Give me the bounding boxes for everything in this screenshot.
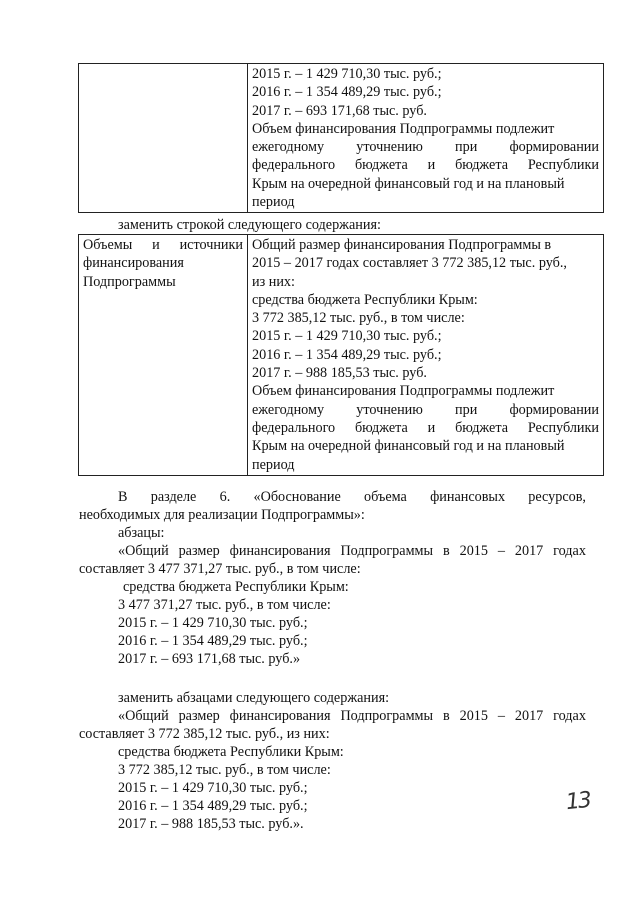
new-paragraph-line-1: [118, 707, 586, 725]
old-financing-table: [78, 63, 604, 213]
word: 2015: [459, 543, 488, 559]
section-heading-line-1: [118, 488, 586, 506]
word: «Обоснование: [253, 489, 341, 505]
old-table-line: федерального бюджета и бюджета Республики: [252, 157, 599, 174]
word: 2015: [459, 708, 488, 724]
old-paragraph-line: 2015 г. – 1 429 710,30 тыс. руб.;: [118, 615, 308, 631]
new-table-content-cell: [248, 235, 604, 476]
new-table-line: 2015 г. – 1 429 710,30 тыс. руб.;: [252, 328, 442, 345]
new-table-line: 3 772 385,12 тыс. руб., в том числе:: [252, 310, 465, 327]
old-table-line: 2015 г. – 1 429 710,30 тыс. руб.;: [252, 66, 442, 82]
new-table-line: 2015 – 2017 годах составляет 3 772 385,12 тыс. руб.,: [252, 255, 567, 272]
old-paragraph-line-2: составляет 3 477 371,27 тыс. руб., в том числе:: [79, 561, 361, 577]
old-paragraph-line: средства бюджета Республики Крым:: [123, 579, 349, 595]
paragraphs-label: абзацы:: [118, 525, 165, 541]
old-table-line: период: [252, 194, 295, 211]
old-table-content-cell: [248, 64, 604, 213]
new-paragraph-line: 2015 г. – 1 429 710,30 тыс. руб.;: [118, 780, 308, 796]
old-paragraph-line: 2017 г. – 693 171,68 тыс. руб.»: [118, 651, 301, 667]
new-financing-table: [78, 234, 604, 476]
word: 2017: [514, 543, 544, 559]
word: 6.: [219, 489, 231, 505]
old-paragraph-line: 2016 г. – 1 354 489,29 тыс. руб.;: [118, 633, 308, 649]
table-label-line: Подпрограммы: [83, 273, 176, 290]
new-table-line: период: [252, 456, 295, 473]
new-table-line: 2017 г. – 988 185,53 тыс. руб.: [252, 365, 427, 382]
word: «Общий: [118, 543, 169, 559]
word: –: [497, 708, 505, 724]
word: –: [497, 543, 505, 559]
old-table-line: ежегодному уточнению при формировании: [252, 139, 599, 156]
word: годах: [553, 708, 586, 724]
old-table-line: 2016 г. – 1 354 489,29 тыс. руб.;: [252, 84, 442, 101]
old-table-line: Объем финансирования Подпрограммы подлежит: [252, 120, 555, 137]
new-table-line: средства бюджета Республики Крым:: [252, 291, 478, 308]
old-paragraph-line: 3 477 371,27 тыс. руб., в том числе:: [118, 597, 331, 613]
old-table-line: 2017 г. – 693 171,68 тыс. руб.: [252, 102, 427, 119]
old-table-label-cell: [79, 64, 248, 213]
word: «Общий: [118, 708, 169, 724]
new-table-line: Крым на очередной финансовый год и на плановый: [252, 438, 565, 455]
table-label-line: Объемы и источники: [83, 237, 243, 253]
new-paragraph-line-2: составляет 3 772 385,12 тыс. руб., из них:: [79, 726, 330, 742]
word: размер: [178, 543, 220, 559]
new-table-line: ежегодному уточнению при формировании: [252, 401, 599, 418]
word: в: [442, 708, 450, 724]
old-paragraph-line-1: [118, 542, 586, 560]
section-heading-line-2: необходимых для реализации Подпрограммы»:: [79, 507, 365, 523]
word: Подпрограммы: [340, 708, 434, 724]
word: финансовых: [430, 489, 506, 505]
handwritten-page-number: 13: [564, 787, 592, 816]
word: финансирования: [229, 543, 331, 559]
new-paragraph-line: 3 772 385,12 тыс. руб., в том числе:: [118, 762, 331, 778]
new-table-line: из них:: [252, 273, 295, 290]
new-paragraph-line: 2017 г. – 988 185,53 тыс. руб.».: [118, 816, 304, 832]
word: В: [118, 489, 128, 505]
word: финансирования: [229, 708, 331, 724]
replace-paragraphs-intro: заменить абзацами следующего содержания:: [118, 690, 390, 706]
new-paragraph-line: средства бюджета Республики Крым:: [118, 744, 344, 760]
word: 2017: [514, 708, 544, 724]
table-label-line: финансирования: [83, 255, 184, 272]
word: ресурсов,: [528, 489, 586, 505]
new-table-label-cell: [79, 235, 248, 476]
new-paragraph-line: 2016 г. – 1 354 489,29 тыс. руб.;: [118, 798, 308, 814]
word: в: [442, 543, 450, 559]
word: размер: [178, 708, 220, 724]
replace-row-intro: заменить строкой следующего содержания:: [118, 217, 381, 233]
word: разделе: [150, 489, 197, 505]
word: годах: [553, 543, 586, 559]
new-table-line: Объем финансирования Подпрограммы подлежит: [252, 383, 555, 400]
word: Подпрограммы: [340, 543, 434, 559]
new-table-line: Общий размер финансирования Подпрограммы в: [252, 237, 552, 253]
new-table-line: федерального бюджета и бюджета Республики: [252, 419, 599, 436]
old-table-line: Крым на очередной финансовый год и на плановый: [252, 175, 565, 192]
word: объема: [364, 489, 407, 505]
new-table-line: 2016 г. – 1 354 489,29 тыс. руб.;: [252, 346, 442, 363]
